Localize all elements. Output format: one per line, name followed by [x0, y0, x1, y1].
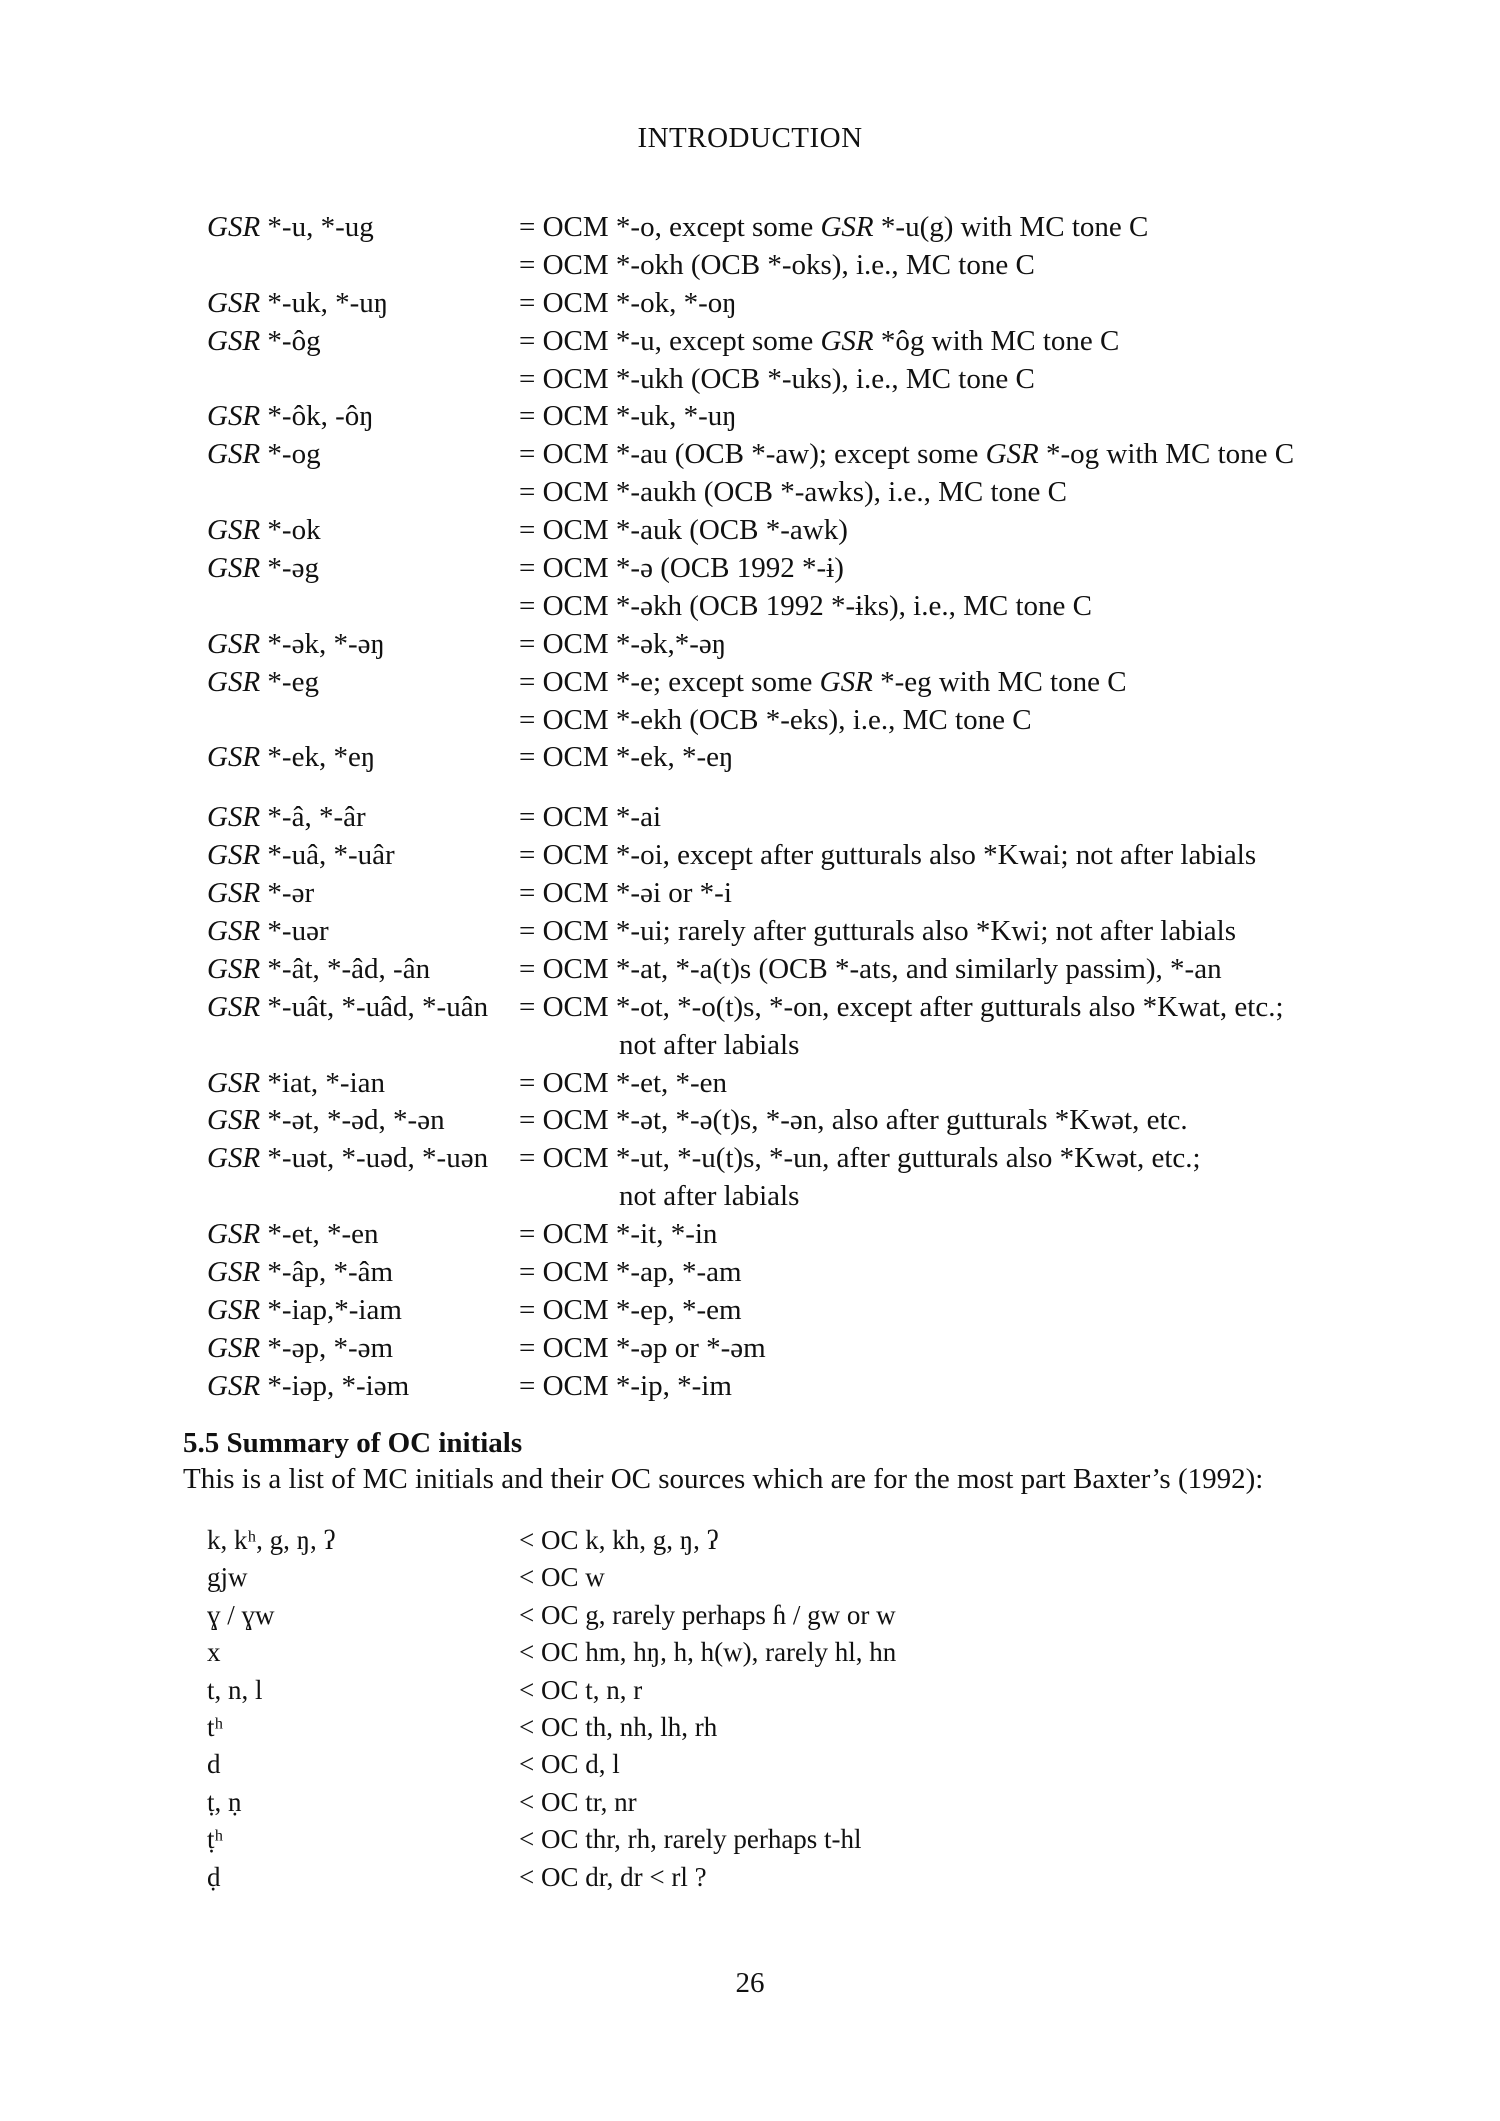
- correspondence-row: [207, 436, 1347, 474]
- correspondence-row: [207, 285, 1347, 323]
- ocm-form: = OCM *-et, *-en: [519, 1066, 728, 1099]
- gsr-value: *-iap,*-iam: [267, 1293, 402, 1326]
- oc-source: < OC hm, hŋ, h, h(w), rarely hl, hn: [519, 1637, 897, 1668]
- ocm-form: = OCM *-ək,*-əŋ: [519, 627, 727, 660]
- correspondence-row: [207, 989, 1347, 1027]
- gsr-abbrev: GSR: [207, 552, 261, 585]
- ocm-form: = OCM *-oi, except after gutturals also *Kwai; not after labials: [519, 839, 1257, 872]
- mc-initial: ṭʰ: [207, 1824, 224, 1855]
- gsr-abbrev: GSR: [207, 211, 261, 243]
- correspondence-row: [207, 1178, 1347, 1216]
- mc-initial: ṭ, ṇ: [207, 1786, 242, 1817]
- initial-row: [207, 1821, 1307, 1858]
- correspondence-row: [207, 588, 1347, 626]
- ocm-form: = OCM *-əi or *-i: [519, 877, 732, 910]
- correspondence-row: [207, 323, 1347, 361]
- gsr-form: [207, 1140, 519, 1178]
- oc-source: < OC d, l: [519, 1749, 620, 1780]
- correspondence-row: [207, 1027, 1347, 1065]
- correspondence-row: [207, 702, 1347, 740]
- gsr-value: *-ôk, -ôŋ: [267, 400, 374, 433]
- section-intro: This is a list of MC initials and their OC sources which are for the most part Baxter’s (1992):: [183, 1463, 1264, 1495]
- correspondence-row: [207, 1292, 1347, 1330]
- ocm-form: = OCM *-ui; rarely after gutturals also *Kwi; not after labials: [519, 915, 1236, 948]
- correspondence-row: [207, 951, 1347, 989]
- ocm-form: = OCM *-okh (OCB *-oks), i.e., MC tone C: [519, 248, 1035, 281]
- ocm-form: = OCM *-au (OCB *-aw); except some GSR *-og with MC tone C: [519, 438, 1295, 471]
- gsr-form: [207, 1027, 519, 1065]
- gsr-value: *-uər: [267, 915, 329, 948]
- gsr-abbrev: GSR: [207, 877, 261, 910]
- correspondence-row: [207, 626, 1347, 664]
- gsr-form: [207, 512, 519, 550]
- ocm-form: = OCM *-o, except some GSR *-u(g) with MC tone C: [519, 211, 1149, 243]
- ocm-form: = OCM *-ek, *-eŋ: [519, 741, 734, 774]
- oc-source: < OC t, n, r: [519, 1674, 643, 1705]
- ocm-form: = OCM *-at, *-a(t)s (OCB *-ats, and similarly passim), *-an: [519, 952, 1222, 985]
- initial-row: [207, 1634, 1307, 1671]
- gsr-abbrev: GSR: [207, 324, 261, 357]
- gsr-value: *-og: [267, 438, 321, 471]
- gsr-abbrev: GSR: [207, 1104, 261, 1137]
- gsr-form: [207, 285, 519, 323]
- initial-row: [207, 1522, 1307, 1559]
- correspondence-row: [207, 1368, 1347, 1406]
- initial-row: [207, 1709, 1307, 1746]
- gsr-value: *-iəp, *-iəm: [267, 1369, 410, 1402]
- gsr-value: *-ôg: [267, 324, 321, 357]
- ocm-form: = OCM *-ai: [519, 801, 662, 834]
- gsr-form: [207, 1368, 519, 1406]
- initial-row: [207, 1746, 1307, 1783]
- mc-initial: gjw: [207, 1562, 248, 1593]
- ocm-form: = OCM *-əkh (OCB 1992 *-ɨks), i.e., MC tone C: [519, 589, 1092, 622]
- correspondence-row: [207, 209, 1347, 247]
- ocm-form: = OCM *-u, except some GSR *ôg with MC tone C: [519, 324, 1120, 357]
- initial-row: [207, 1672, 1307, 1709]
- correspondence-row: [207, 398, 1347, 436]
- oc-source: < OC tr, nr: [519, 1786, 637, 1817]
- mc-initial: ḍ: [207, 1861, 221, 1892]
- gsr-abbrev: GSR: [207, 1066, 261, 1099]
- gsr-abbrev: GSR: [207, 990, 261, 1023]
- correspondence-row: [207, 474, 1347, 512]
- correspondence-row: [207, 1102, 1347, 1140]
- gsr-form: [207, 1178, 519, 1216]
- gsr-value: *-et, *-en: [267, 1218, 379, 1251]
- gsr-value: *-uât, *-uâd, *-uân: [267, 990, 489, 1023]
- mc-initial: x: [207, 1637, 221, 1668]
- gsr-abbrev: GSR: [207, 514, 261, 547]
- gsr-abbrev: GSR: [207, 952, 261, 985]
- ocm-form: = OCM *-auk (OCB *-awk): [519, 514, 848, 547]
- correspondence-row: [207, 1065, 1347, 1103]
- correspondence-row: [207, 837, 1347, 875]
- gsr-value: *-â, *-âr: [267, 801, 366, 834]
- section-heading: 5.5 Summary of OC initials: [183, 1427, 523, 1459]
- correspondence-row: [207, 739, 1347, 777]
- gsr-value: *-ət, *-əd, *-ən: [267, 1104, 445, 1137]
- gsr-value: *-ok: [267, 514, 321, 547]
- ocm-form: = OCM *-ep, *-em: [519, 1293, 742, 1326]
- gsr-form: [207, 209, 519, 247]
- ocm-form: = OCM *-ot, *-o(t)s, *-on, except after gutturals also *Kwat, etc.;: [519, 990, 1284, 1023]
- gsr-form: [207, 1065, 519, 1103]
- correspondence-row: [207, 1216, 1347, 1254]
- ocm-form: = OCM *-aukh (OCB *-awks), i.e., MC tone C: [519, 476, 1067, 509]
- gsr-form: [207, 1216, 519, 1254]
- ocm-form: = OCM *-ip, *-im: [519, 1369, 732, 1402]
- ocm-form: = OCM *-ut, *-u(t)s, *-un, after gutturals also *Kwət, etc.;: [519, 1142, 1201, 1175]
- ocm-form: = OCM *-it, *-in: [519, 1218, 718, 1251]
- gsr-form: [207, 989, 519, 1027]
- ocm-form: = OCM *-uk, *-uŋ: [519, 400, 737, 433]
- initial-row: [207, 1784, 1307, 1821]
- gsr-abbrev: GSR: [207, 801, 261, 834]
- oc-source: < OC w: [519, 1562, 605, 1593]
- gsr-abbrev: GSR: [207, 665, 261, 698]
- gsr-abbrev: GSR: [207, 400, 261, 433]
- gsr-abbrev: GSR: [207, 1331, 261, 1364]
- ocm-form: = OCM *-ekh (OCB *-eks), i.e., MC tone C: [519, 703, 1032, 736]
- gsr-form: [207, 702, 519, 740]
- gsr-value: *-əp, *-əm: [267, 1331, 394, 1364]
- gsr-value: *-ât, *-âd, -ân: [267, 952, 431, 985]
- gsr-abbrev: GSR: [207, 915, 261, 948]
- correspondence-table: [207, 209, 1347, 1406]
- gsr-value: *-ek, *eŋ: [267, 741, 376, 774]
- gsr-form: [207, 550, 519, 588]
- gsr-form: [207, 247, 519, 285]
- gsr-form: [207, 626, 519, 664]
- gsr-form: [207, 323, 519, 361]
- gsr-abbrev: GSR: [207, 627, 261, 660]
- ocm-form: = OCM *-ə (OCB 1992 *-ɨ): [519, 552, 844, 585]
- mc-initial: tʰ: [207, 1711, 224, 1742]
- oc-source: < OC dr, dr < rl ?: [519, 1861, 707, 1892]
- gsr-form: [207, 951, 519, 989]
- correspondence-row: [207, 1254, 1347, 1292]
- oc-source: < OC g, rarely perhaps ɦ / gw or w: [519, 1599, 896, 1630]
- correspondence-row: [207, 361, 1347, 399]
- gsr-value: *-uət, *-uəd, *-uən: [267, 1142, 489, 1175]
- ocm-form: = OCM *-ət, *-ə(t)s, *-ən, also after gutturals *Kwət, etc.: [519, 1104, 1188, 1137]
- gsr-value: *-ək, *-əŋ: [267, 627, 385, 660]
- mc-initial: t, n, l: [207, 1674, 263, 1705]
- correspondence-row: [207, 1140, 1347, 1178]
- gsr-form: [207, 1254, 519, 1292]
- gsr-form: [207, 361, 519, 399]
- ocm-form: = OCM *-ok, *-oŋ: [519, 286, 737, 319]
- gsr-form: [207, 664, 519, 702]
- gsr-form: [207, 739, 519, 777]
- gsr-form: [207, 837, 519, 875]
- gsr-form: [207, 799, 519, 837]
- oc-source: < OC th, nh, lh, rh: [519, 1711, 718, 1742]
- group-gap: [207, 777, 1347, 799]
- ocm-form: = OCM *-əp or *-əm: [519, 1331, 766, 1364]
- gsr-abbrev: GSR: [207, 1256, 261, 1289]
- gsr-value: *-âp, *-âm: [267, 1256, 394, 1289]
- gsr-value: *-əg: [267, 552, 319, 585]
- correspondence-row: [207, 875, 1347, 913]
- correspondence-row: [207, 512, 1347, 550]
- mc-initial: k, kʰ, g, ŋ, ʔ: [207, 1525, 336, 1555]
- gsr-abbrev: GSR: [207, 438, 261, 471]
- ocm-form: = OCM *-ukh (OCB *-uks), i.e., MC tone C: [519, 362, 1035, 395]
- oc-source: < OC thr, rh, rarely perhaps t-hl: [519, 1824, 862, 1855]
- running-head: INTRODUCTION: [637, 122, 863, 154]
- gsr-value: *-uk, *-uŋ: [267, 286, 389, 319]
- page-number: 26: [735, 1967, 765, 1999]
- initial-row: [207, 1559, 1307, 1596]
- gsr-abbrev: GSR: [207, 1293, 261, 1326]
- gsr-form: [207, 913, 519, 951]
- gsr-form: [207, 1330, 519, 1368]
- gsr-form: [207, 1292, 519, 1330]
- ocm-form: not after labials: [619, 1180, 800, 1213]
- gsr-abbrev: GSR: [207, 1218, 261, 1251]
- correspondence-row: [207, 664, 1347, 702]
- gsr-form: [207, 436, 519, 474]
- oc-source: < OC k, kh, g, ŋ, ʔ: [519, 1525, 719, 1555]
- initial-row: [207, 1859, 1307, 1896]
- gsr-abbrev: GSR: [207, 839, 261, 872]
- initial-row: [207, 1597, 1307, 1634]
- correspondence-row: [207, 913, 1347, 951]
- ocm-form: = OCM *-e; except some GSR *-eg with MC tone C: [519, 665, 1127, 698]
- gsr-form: [207, 875, 519, 913]
- gsr-value: *-u, *-ug: [267, 211, 374, 243]
- gsr-form: [207, 398, 519, 436]
- gsr-abbrev: GSR: [207, 286, 261, 319]
- initials-table: [207, 1522, 1307, 1896]
- correspondence-row: [207, 247, 1347, 285]
- gsr-form: [207, 1102, 519, 1140]
- gsr-form: [207, 474, 519, 512]
- gsr-abbrev: GSR: [207, 741, 261, 774]
- ocm-form: = OCM *-ap, *-am: [519, 1256, 742, 1289]
- mc-initial: d: [207, 1749, 221, 1780]
- ocm-form: not after labials: [619, 1028, 800, 1061]
- gsr-abbrev: GSR: [207, 1369, 261, 1402]
- gsr-value: *-uâ, *-uâr: [267, 839, 395, 872]
- gsr-abbrev: GSR: [207, 1142, 261, 1175]
- gsr-value: *iat, *-ian: [267, 1066, 385, 1099]
- gsr-form: [207, 588, 519, 626]
- gsr-value: *-ər: [267, 877, 315, 910]
- correspondence-row: [207, 1330, 1347, 1368]
- mc-initial: ɣ / ɣw: [207, 1599, 275, 1630]
- correspondence-row: [207, 550, 1347, 588]
- gsr-value: *-eg: [267, 665, 319, 698]
- correspondence-row: [207, 799, 1347, 837]
